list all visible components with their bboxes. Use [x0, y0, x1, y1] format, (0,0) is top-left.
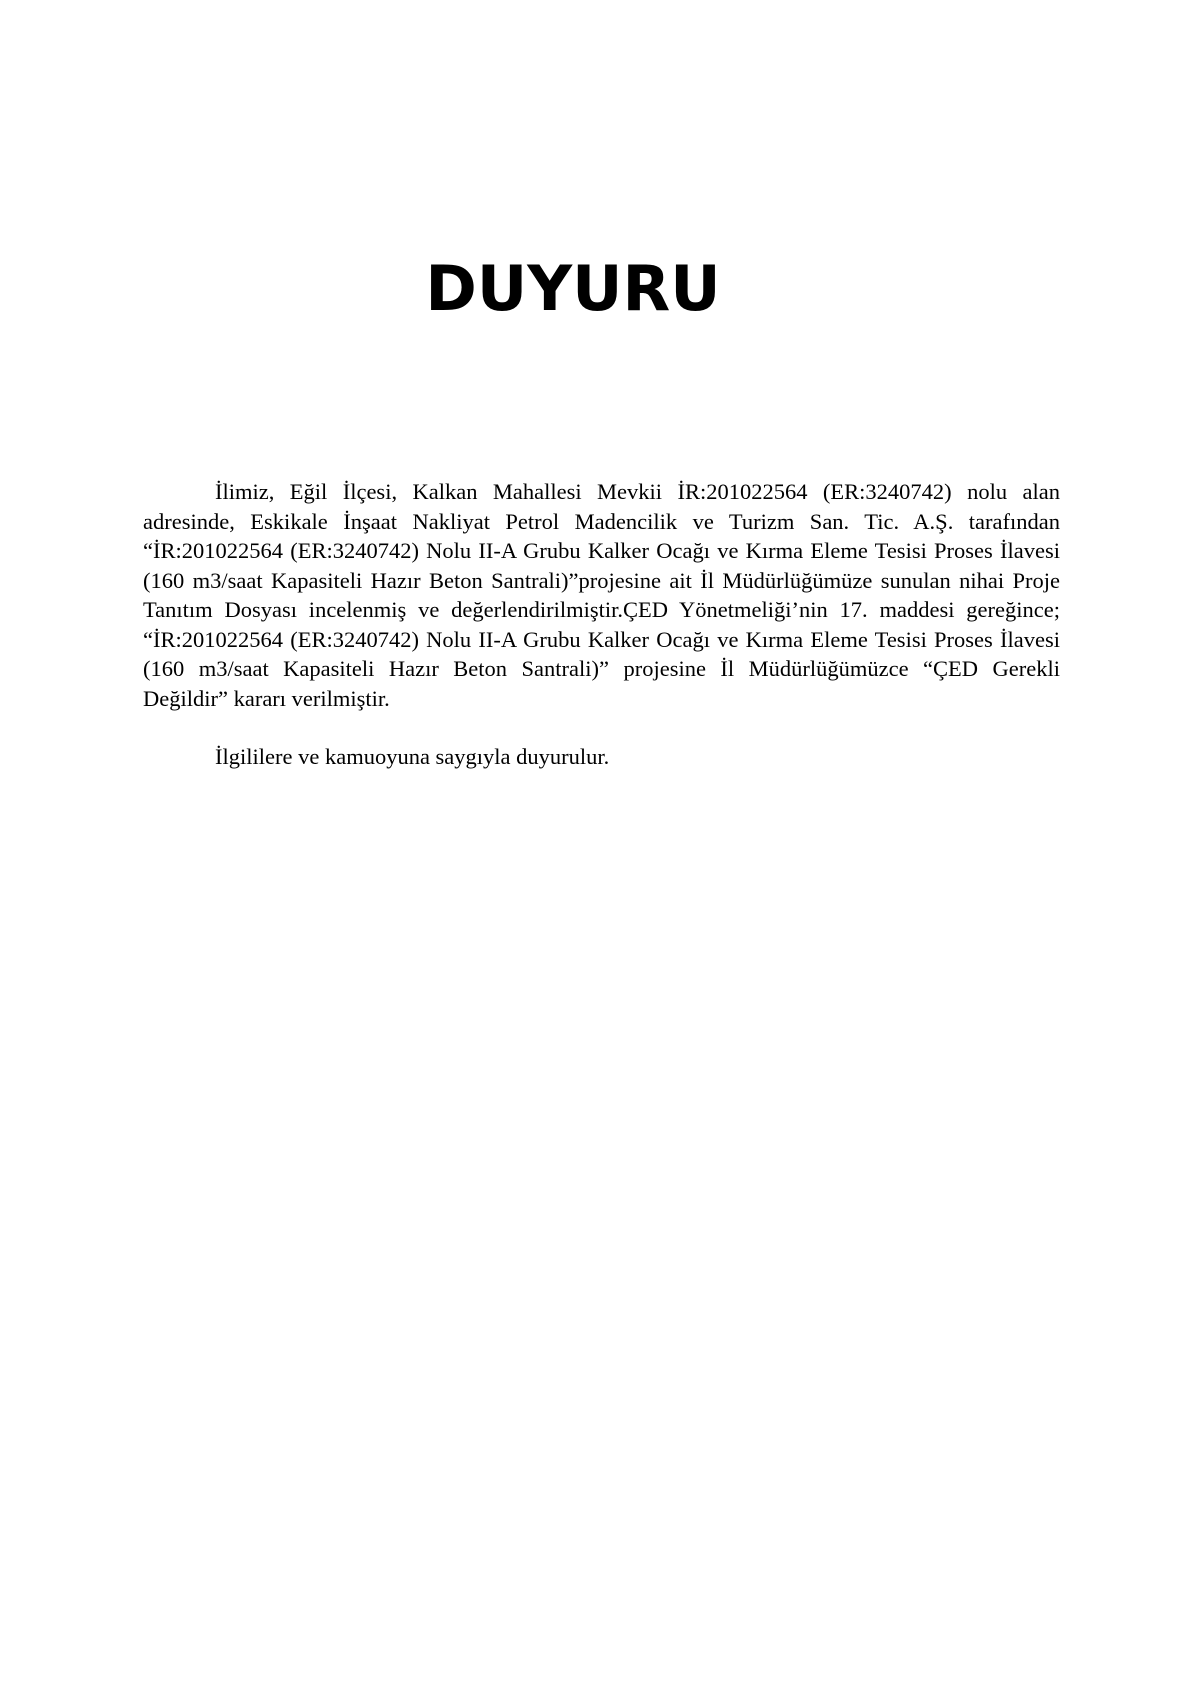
- announcement-paragraph: İlimiz, Eğil İlçesi, Kalkan Mahallesi Mevkii İR:201022564 (ER:3240742) nolu alan adresinde, Eskikale İnşaat Nakliyat Petrol Madencilik ve Turizm San. Tic. A.Ş. tarafından “İR:201022564 (ER:3240742) Nolu II-A Grubu Kalker Ocağı ve Kırma Eleme Tesisi Proses İlavesi (160 m3/saat Kapasiteli Hazır Beton Santrali)”projesine ait İl Müdürlüğümüze sunulan nihai Proje Tanıtım Dosyası incelenmiş ve değerlendirilmiştir.ÇED Yönetmeliği’nin 17. maddesi gereğince; “İR:201022564 (ER:3240742) Nolu II-A Grubu Kalker Ocağı ve Kırma Eleme Tesisi Proses İlavesi (160 m3/saat Kapasiteli Hazır Beton Santrali)” projesine İl Müdürlüğümüzce “ÇED Gerekli Değildir” kararı verilmiştir.: [143, 479, 1060, 711]
- announcement-body: [143, 477, 1060, 772]
- closing-paragraph: İlgililere ve kamuoyuna saygıyla duyurulur.: [215, 744, 610, 769]
- page-title: DUYURU: [425, 252, 721, 325]
